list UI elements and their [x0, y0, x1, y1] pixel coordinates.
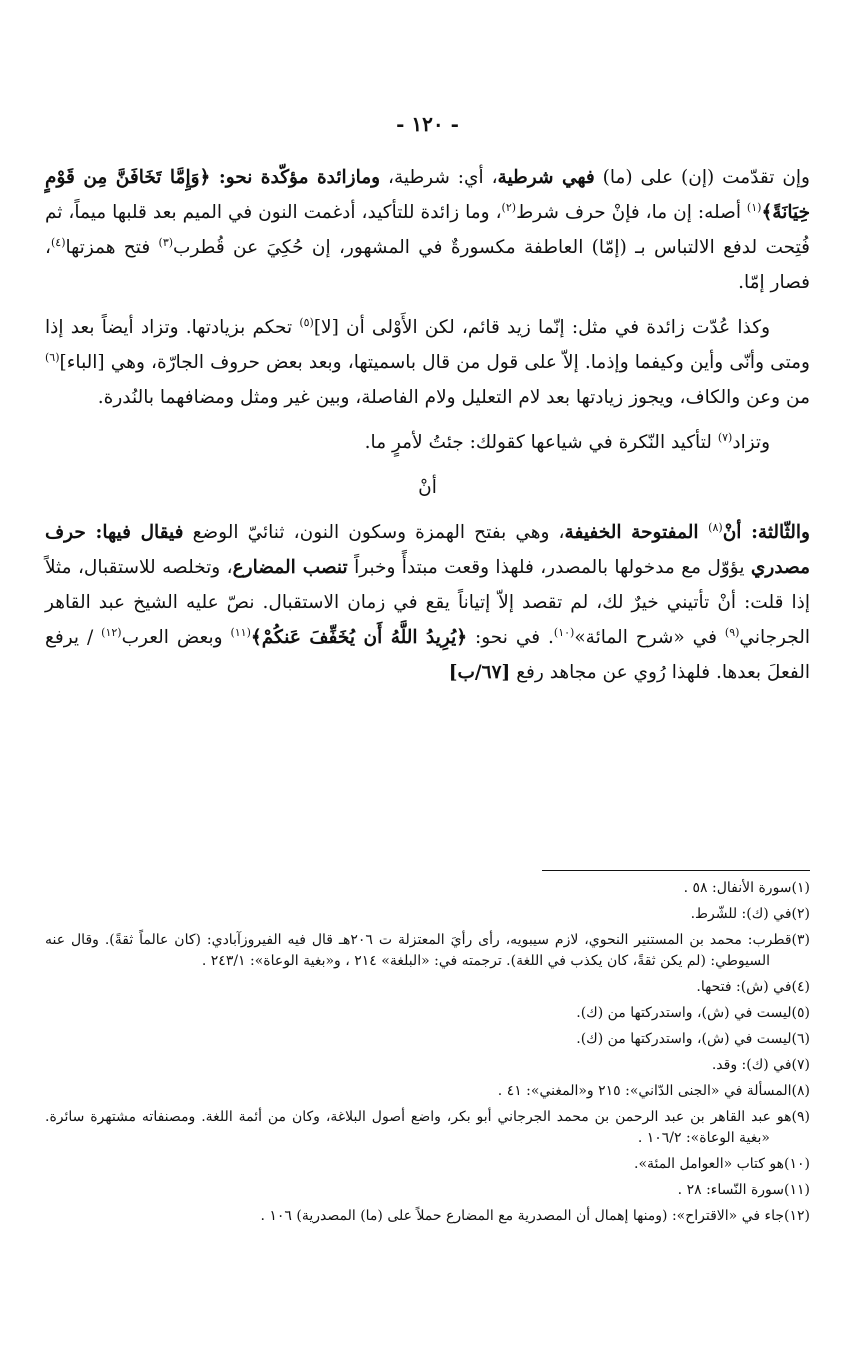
manuscript-folio-marker: [٦٧/ب] — [448, 662, 511, 683]
text-run: ، وهي بفتح الهمزة وسكون النون، ثنائيّ الوضع — [183, 522, 565, 543]
page-number: - ١٢٠ - — [396, 112, 459, 136]
text-run: ، وما زائدة للتأكيد، أدغمت النون في الميم بعد قلبها ميماً، ثم فُتِحت لدفع الالتباس بـ (إمّا) العاطفة مكسورةٌ في المشهور، إن حُكِيَ عن قُطرب — [45, 202, 810, 258]
footnote-5: (٥)ليست في (ش)، واستدركتها من (ك). — [576, 1005, 810, 1021]
text-run: يؤوّل مع مدخولها بالمصدر، فلهذا وقعت مبتدأً وخبراً — [347, 557, 751, 578]
footnote-7: (٧)في (ك): وقد. — [711, 1057, 810, 1073]
footnote-1: (١)سورة الأنفال: ٥٨ . — [683, 880, 810, 896]
footnote-ref: (٤) — [50, 235, 66, 249]
text-run: ، وتخلصه للاستقبال، مثلاً إذا قلت: أنْ تأتيني خيرٌ لك، لم تقصد إلاّ إتياناً يقع في زمان الاستقبال. نصّ عليه الشيخ عبد القاهر الجرجاني — [45, 557, 810, 648]
text-run: فتح همزتها — [65, 237, 159, 258]
footnote-10: (١٠)هو كتاب «العوامل المئة». — [634, 1156, 810, 1172]
quran-verse: ﴿وَإِمَّا تَخَافَنَّ مِن قَوْمٍ خِيَانَةً﴾ — [45, 167, 810, 223]
footnote-ref: (٥) — [299, 315, 314, 329]
text-run-bold: المفتوحة الخفيفة — [564, 522, 709, 543]
text-run: وتزاد — [732, 432, 770, 453]
text-run: من وعن والكاف، ويجوز زيادتها بعد لام التعليل ولام الفاصلة، وبين غير ومثل ومضافهما بالنُدرة. — [97, 387, 810, 408]
section-heading: أنْ — [418, 477, 437, 498]
text-run: أصله: إن ما، فإنْ حرف شرط — [516, 202, 747, 223]
footnote-ref: (١٠) — [553, 625, 575, 639]
footnote-4: (٤)في (ش): فتحها. — [696, 979, 810, 995]
text-run-bold: والثّالثة: أنْ — [722, 522, 810, 543]
paragraph-4 — [45, 515, 810, 690]
footnote-2: (٢)في (ك): للشّرط. — [690, 906, 810, 922]
paragraph-1 — [45, 160, 810, 300]
footnotes — [45, 878, 810, 1232]
footnote-divider — [542, 870, 810, 871]
footnote-6: (٦)ليست في (ش)، واستدركتها من (ك). — [576, 1031, 810, 1047]
text-run: لتأكيد النّكرة في شياعها كقولك: جئتُ لأمرٍ ما. — [364, 432, 718, 453]
footnote-9: (٩)هو عبد القاهر بن عبد الرحمن بن محمد الجرجاني أبو بكر، واضع أصول البلاغة، وكان من أئمة اللغة. ومصنفاته مشتهرة سائرة. «بغية الوعاة»: ١٠٦/٢ . — [45, 1109, 810, 1146]
main-text — [45, 160, 810, 700]
text-run: / يرفع الفعلَ بعدها. فلهذا رُوي عن مجاهد رفع — [45, 627, 810, 683]
footnote-ref: (١) — [746, 200, 762, 214]
paragraph-3 — [45, 425, 810, 460]
footnote-8: (٨)المسألة في «الجنى الدّاني»: ٢١٥ و«المغني»: ٤١ . — [497, 1083, 810, 1099]
footnote-ref: (٦) — [45, 350, 60, 364]
footnote-ref: (٣) — [158, 235, 174, 249]
text-run: ، أي: شرطية، — [380, 167, 498, 188]
text-run: . في نحو: — [467, 627, 554, 648]
footnote-3: (٣)قطرب: محمد بن المستنير النحوي، لازم سيبويه، رأى رأيَ المعتزلة ت ٢٠٦هـ قال فيه الفيروزآبادي: (كان عالماً ثقةً). وقال عنه السيوطي: (لم يكن ثقةً، كان يكذب في اللغة). ترجمته في: «البلغة» ٢١٤ ، و«بغية الوعاة»: ٢٤٣/١ . — [45, 932, 810, 969]
footnote-11: (١١)سورة النّساء: ٢٨ . — [677, 1182, 810, 1198]
paragraph-2 — [45, 310, 810, 415]
text-run: وإن تقدّمت (إن) على (ما) — [594, 167, 810, 188]
text-run: في «شرح المائة» — [574, 627, 725, 648]
text-run: وبعض العرب — [121, 627, 231, 648]
footnote-ref: (١٢) — [101, 625, 122, 639]
footnote-12: (١٢)جاء في «الاقتراح»: (ومنها إهمال أن المصدرية مع المضارع حملاً على (ما) المصدرية) ١٠٦ . — [260, 1208, 810, 1224]
text-run: ، فصار إمّا. — [45, 237, 810, 293]
text-run: وكذا عُدّت زائدة في مثل: إنّما زيد قائم، لكن الأَوْلى أن [لا] — [313, 317, 770, 338]
text-run-bold: فيقال فيها: حرف مصدري — [45, 522, 810, 578]
footnote-ref: (٢) — [501, 200, 517, 214]
footnote-ref: (٧) — [717, 430, 733, 444]
footnote-ref: (٩) — [724, 625, 740, 639]
footnote-ref: (١١) — [230, 625, 251, 639]
text-run-bold: ومازائدة مؤكّدة نحو: — [218, 167, 381, 188]
quran-verse: ﴿يُرِيدُ اللَّهُ أَن يُخَفِّفَ عَنكُمْ﴾ — [250, 627, 468, 648]
text-run-bold: فهي شرطية — [497, 167, 595, 188]
text-run: تحكم بزيادتها. وتزاد أيضاً بعد إذا ومتى وأنّى وأين وكيفما وإذما. إلاّ على قول من قال باسميتها، وبعد بعض حروف الجارّة، وهي [الباء] — [45, 317, 810, 373]
text-run-bold: تنصب المضارع — [232, 557, 348, 578]
footnote-ref: (٨) — [708, 520, 723, 534]
